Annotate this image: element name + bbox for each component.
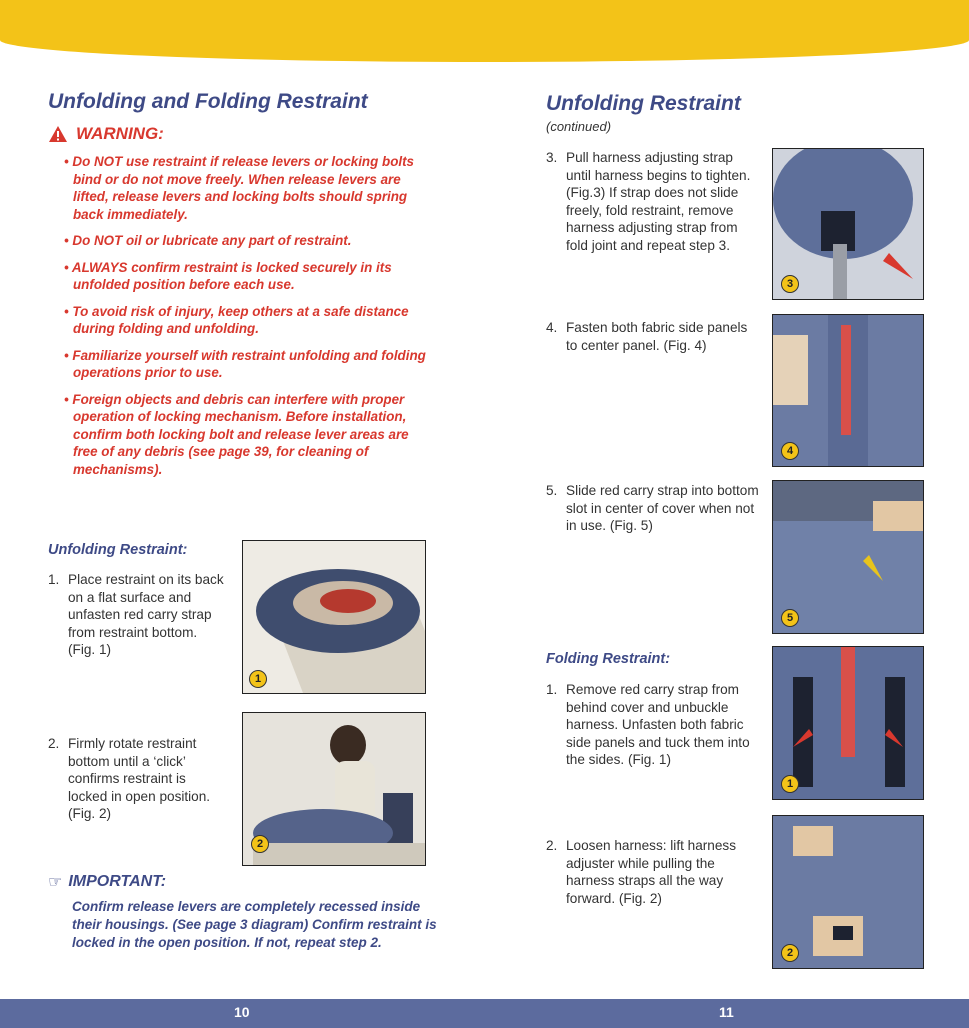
step-text: Loosen harness: lift harness adjuster while pulling the harness straps all the way forward. (Fig. 2) — [566, 838, 737, 906]
left-page-title: Unfolding and Folding Restraint — [48, 90, 368, 113]
step-number: 2. — [48, 736, 60, 751]
folding-figure-1-photo — [772, 646, 924, 800]
warning-item: • Do NOT oil or lubricate any part of restraint. — [64, 232, 429, 250]
figure-number-badge: 1 — [249, 670, 267, 688]
right-page-subtitle: (continued) — [546, 119, 612, 134]
pointing-hand-icon: ☞ — [48, 874, 63, 891]
warning-list — [64, 153, 429, 487]
warning-heading — [48, 124, 164, 144]
warning-item: • To avoid risk of injury, keep others at a safe distance during folding and unfolding. — [64, 303, 429, 338]
figure-number-badge: 5 — [781, 609, 799, 627]
warning-item: • ALWAYS confirm restraint is locked securely in its unfolded position before each use. — [64, 259, 429, 294]
unfolding-heading: Unfolding Restraint: — [48, 542, 188, 558]
step-number: 3. — [546, 150, 558, 165]
folding-step-1 — [546, 681, 761, 801]
figure-number-badge: 2 — [251, 835, 269, 853]
step-3 — [546, 149, 761, 289]
warning-item: • Familiarize yourself with restraint unfolding and folding operations prior to use. — [64, 347, 429, 382]
step-number: 1. — [48, 572, 60, 587]
figure-number-badge: 3 — [781, 275, 799, 293]
folding-step-2 — [546, 837, 761, 937]
unfolding-step-1 — [48, 571, 228, 691]
figure-5-photo — [772, 480, 924, 634]
figure-2-photo — [242, 712, 426, 866]
step-number: 1. — [546, 682, 558, 697]
step-number: 4. — [546, 320, 558, 335]
important-text: Confirm release levers are completely recessed inside their housings. (See page 3 diagram) Confirm restraint is locked in the open position. If not, repeat step 2. — [72, 899, 437, 950]
car-seat-unfolded-image — [243, 541, 425, 693]
figure-4-photo — [772, 314, 924, 467]
page-number-left: 10 — [234, 1004, 250, 1020]
step-4 — [546, 319, 761, 379]
step-text: Place restraint on its back on a flat surface and unfasten red carry strap from restraint bottom. (Fig. 1) — [68, 572, 224, 658]
step-number: 2. — [546, 838, 558, 853]
folding-heading: Folding Restraint: — [546, 651, 671, 667]
folding-figure-2-photo — [772, 815, 924, 969]
step-text: Fasten both fabric side panels to center panel. (Fig. 4) — [566, 320, 748, 353]
top-yellow-band — [0, 0, 969, 62]
person-rotating-seat-image — [243, 713, 425, 865]
figure-number-badge: 2 — [781, 944, 799, 962]
step-5 — [546, 482, 761, 562]
warning-item: • Do NOT use restraint if release levers or locking bolts bind or do not move freely. When release levers are lifted, release levers and locking bolts should spring back immediately. — [64, 153, 429, 223]
step-text: Remove red carry strap from behind cover and unbuckle harness. Unfasten both fabric side panels and tuck them into the sides. (Fig. 1) — [566, 682, 750, 768]
figure-number-badge: 4 — [781, 442, 799, 460]
step-text: Slide red carry strap into bottom slot in center of cover when not in use. (Fig. 5) — [566, 483, 759, 534]
page-number-right: 11 — [719, 1004, 734, 1020]
figure-1-photo — [242, 540, 426, 694]
warning-item: • Foreign objects and debris can interfere with proper operation of locking mechanism. Before installation, confirm both locking bolt and release lever areas are free of any debris (see page 39, for cleaning of mechanisms). — [64, 391, 429, 479]
step-number: 5. — [546, 483, 558, 498]
unfolding-step-2 — [48, 735, 228, 835]
important-label: IMPORTANT: — [68, 873, 167, 890]
warning-label: WARNING: — [76, 124, 164, 143]
right-page-title: Unfolding Restraint — [546, 92, 741, 115]
footer-band — [0, 999, 969, 1028]
figure-number-badge: 1 — [781, 775, 799, 793]
warning-triangle-icon — [48, 125, 68, 143]
step-text: Pull harness adjusting strap until harness begins to tighten. (Fig.3) If strap does not slide freely, fold restraint, remove harness adjusting strap from fold joint and repeat step 3. — [566, 150, 751, 253]
important-heading — [48, 872, 166, 892]
step-text: Firmly rotate restraint bottom until a ‘click’ confirms restraint is locked in open position. (Fig. 2) — [68, 736, 211, 822]
figure-3-photo — [772, 148, 924, 300]
